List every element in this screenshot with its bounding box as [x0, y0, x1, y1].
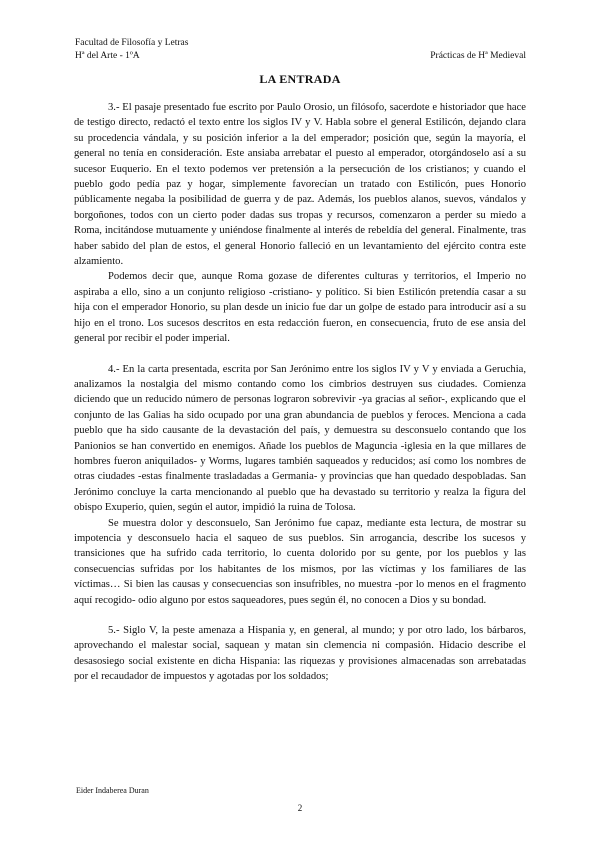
header-faculty: Facultad de Filosofía y Letras [75, 38, 189, 48]
page-title: LA ENTRADA [259, 72, 341, 86]
document-body [74, 100, 526, 685]
paragraph-4b: Se muestra dolor y desconsuelo, San Jerónimo fue capaz, mediante esta lectura, de mostrar su impotencia y desconsuelo hacia el saqueo de sus pueblos. Sin arrogancia, describe los sucesos y transiciones que ha sufrido cada territorio, lo cuenta dolorido por su gente, por los pueblos y las consecuencias sufridas por los habitantes de los mismos, por las víctimas y los familiares de las víctimas… Si bien las causas y consecuencias son insufribles, no muestra -por lo menos en el fragmento aquí recogido- odio alguno por estos saqueadores, pues según él, no conocen a Dios y su bondad. [74, 517, 526, 606]
page-number: 2 [297, 803, 303, 813]
paragraph-4: 4.- En la carta presentada, escrita por San Jerónimo entre los siglos IV y V y enviada a Geruchia, analizamos la nostalgia del mismo contando como los cimbrios destruyen sus ciudades. Comienza diciendo que un reducido número de personas lograron sobrevivir -ya gracias al señor-, explicando que el conjunto de las Galias ha sido ocupado por una gran abundancia de pueblos y feroces. Menciona a cada pueblo que ha sido causante de la devastación del país, y demuestra su desconsuelo contando que los Panionios se han convertido en enemigos. Añade los pueblos de Maguncia -iglesia en la que millares de hombres fueron aniquilados- y Worms, lugares también saqueados y reducidos; así como los nombres de otras ciudades -estas finalmente trasladadas a Germania- y provincias que han quedado despobladas. San Jerónimo concluye la carta mencionando al pueblo que ha devastado su territorio y realza la figura del obispo Exuperio, quien, según el autor, impidió la ruina de Tolosa. [74, 363, 526, 514]
footer-author: Eider Indaberea Duran [76, 786, 149, 795]
header-course: Hª del Arte - 1ºA [75, 51, 140, 61]
header-subject: Prácticas de Hª Medieval [430, 51, 526, 61]
paragraph-5: 5.- Siglo V, la peste amenaza a Hispania y, en general, al mundo; y por otro lado, los bárbaros, aprovechando el malestar social, saquean y matan sin clemencia ni compasión. Hidacio describe el desasosiego social existente en dicha Hispania: las riquezas y provisiones almacenadas son arrebatadas por el recaudador de impuestos y agotadas por los soldados; [74, 625, 526, 683]
paragraph-3b: Podemos decir que, aunque Roma gozase de diferentes culturas y territorios, el Imperio no aspiraba a ello, sino a un conjunto religioso -cristiano- y político. Si bien Estilicón pretendía casar a su hija con el emperador Honorio, su plan desde un inicio fue dar un golpe de estado para introducir así a su hijo en el trono. Los sucesos descritos en esta redacción fueron, en consecuencia, fruto de ese ansia del general por recibir el poder imperial. [74, 271, 526, 345]
paragraph-3: 3.- El pasaje presentado fue escrito por Paulo Orosio, un filósofo, sacerdote e historiador que hace de testigo directo, redactó el texto entre los siglos IV y V. Habla sobre el general Estilicón, dejando clara su procedencia vándala, y su posición inferior a la del emperador; posición que, según la mayoría, el general no tenía en consideración. Este ansiaba arrebatar el puesto al emperador, otorgándoselo así a su sucesor Euquerio. En el texto podemos ver pretensión a la persecución de los cristianos; y cuando el pueblo godo pedía paz y hogar, simplemente favorecían un tratado con Estilicón, pues Honorio públicamente negaba la posibilidad de guerra y de paz. Además, los pueblos alanos, suevos, vándalos y borgoñones, todos con un cierto poder dadas sus tropas y recursos, comenzaron a perder su miedo a Roma, incitándose mutuamente y uniéndose finalmente al interés de rebeldía del general. Finalmente, tras haber sabido del plan de estos, el general Honorio falleció en un levantamiento del ejército contra este alzamiento. [74, 102, 526, 268]
header-left [75, 37, 188, 63]
